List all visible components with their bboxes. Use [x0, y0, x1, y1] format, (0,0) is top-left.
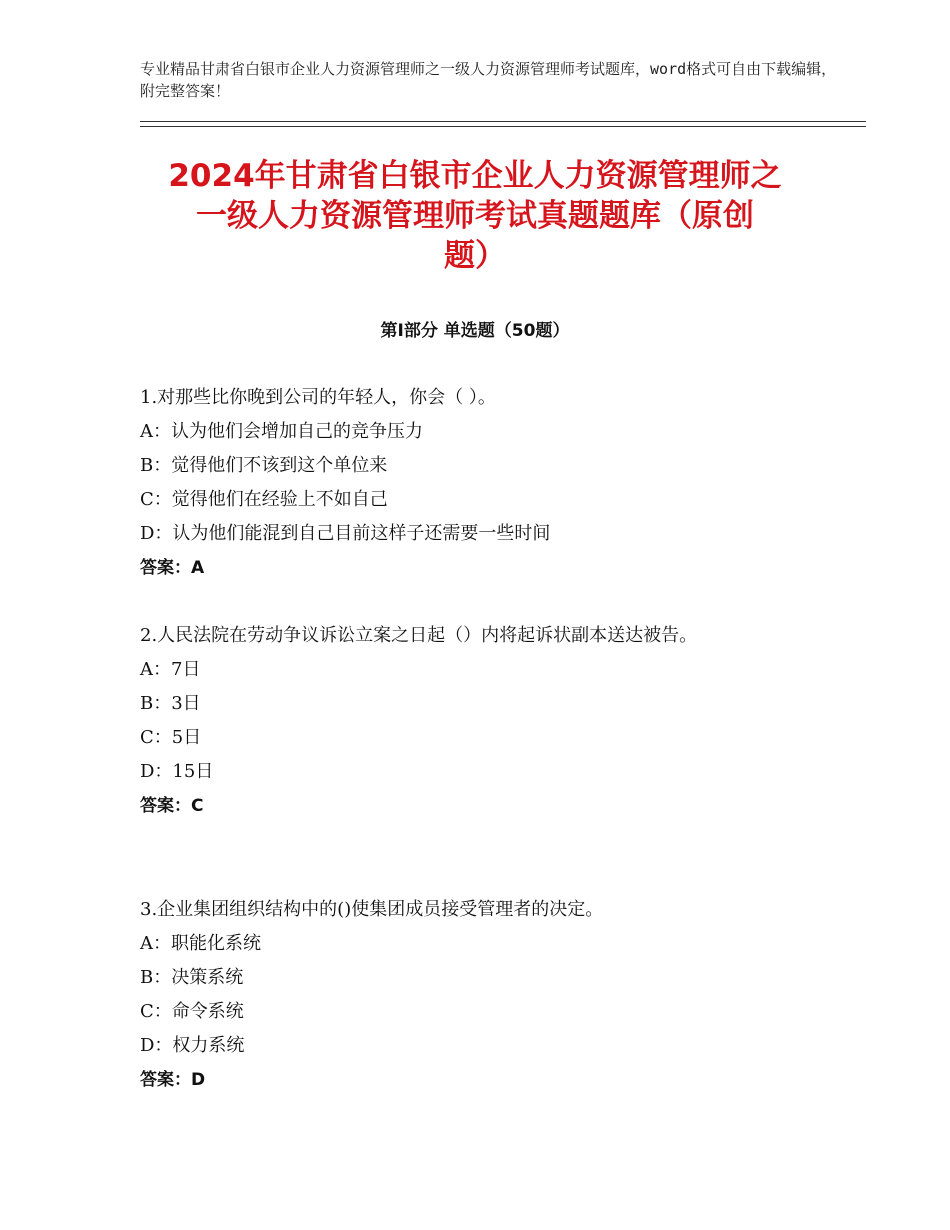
title-line-3: 题）: [444, 238, 506, 274]
question-2: [140, 619, 800, 823]
question-stem: 3.企业集团组织结构中的()使集团成员接受管理者的决定。: [140, 899, 604, 920]
answer: 答案：C: [140, 796, 204, 816]
option-d: D：权力系统: [140, 1035, 245, 1056]
option-b: B：觉得他们不该到这个单位来: [140, 455, 388, 476]
question-stem: 1.对那些比你晚到公司的年轻人，你会（ ）。: [140, 387, 496, 408]
option-c: C：5日: [140, 727, 202, 748]
option-c: C：觉得他们在经验上不如自己: [140, 489, 388, 510]
option-a: A：7日: [140, 659, 201, 680]
header-rule-top: [140, 121, 866, 122]
question-1: [140, 381, 800, 585]
answer: 答案：D: [140, 1070, 206, 1090]
option-c: C：命令系统: [140, 1001, 244, 1022]
answer: 答案：A: [140, 558, 205, 578]
option-d: D：15日: [140, 761, 214, 782]
option-a: A：认为他们会增加自己的竞争压力: [140, 421, 423, 442]
title-line-2: 一级人力资源管理师考试真题题库（原创: [196, 198, 754, 234]
document-title: [120, 156, 830, 276]
option-b: B：3日: [140, 693, 201, 714]
option-d: D：认为他们能混到自己目前这样子还需要一些时间: [140, 523, 551, 544]
section-title: 第Ⅰ部分 单选题（50题）: [380, 321, 570, 341]
header-rule-bottom: [140, 126, 866, 127]
question-3: [140, 893, 800, 1097]
question-stem: 2.人民法院在劳动争议诉讼立案之日起（）内将起诉状副本送达被告。: [140, 625, 698, 646]
option-b: B：决策系统: [140, 967, 244, 988]
option-a: A：职能化系统: [140, 933, 261, 954]
header-note: 专业精品甘肃省白银市企业人力资源管理师之一级人力资源管理师考试题库，word格式可自由下载编辑，附完整答案！: [140, 60, 837, 100]
title-line-1: 2024年甘肃省白银市企业人力资源管理师之: [168, 158, 782, 194]
